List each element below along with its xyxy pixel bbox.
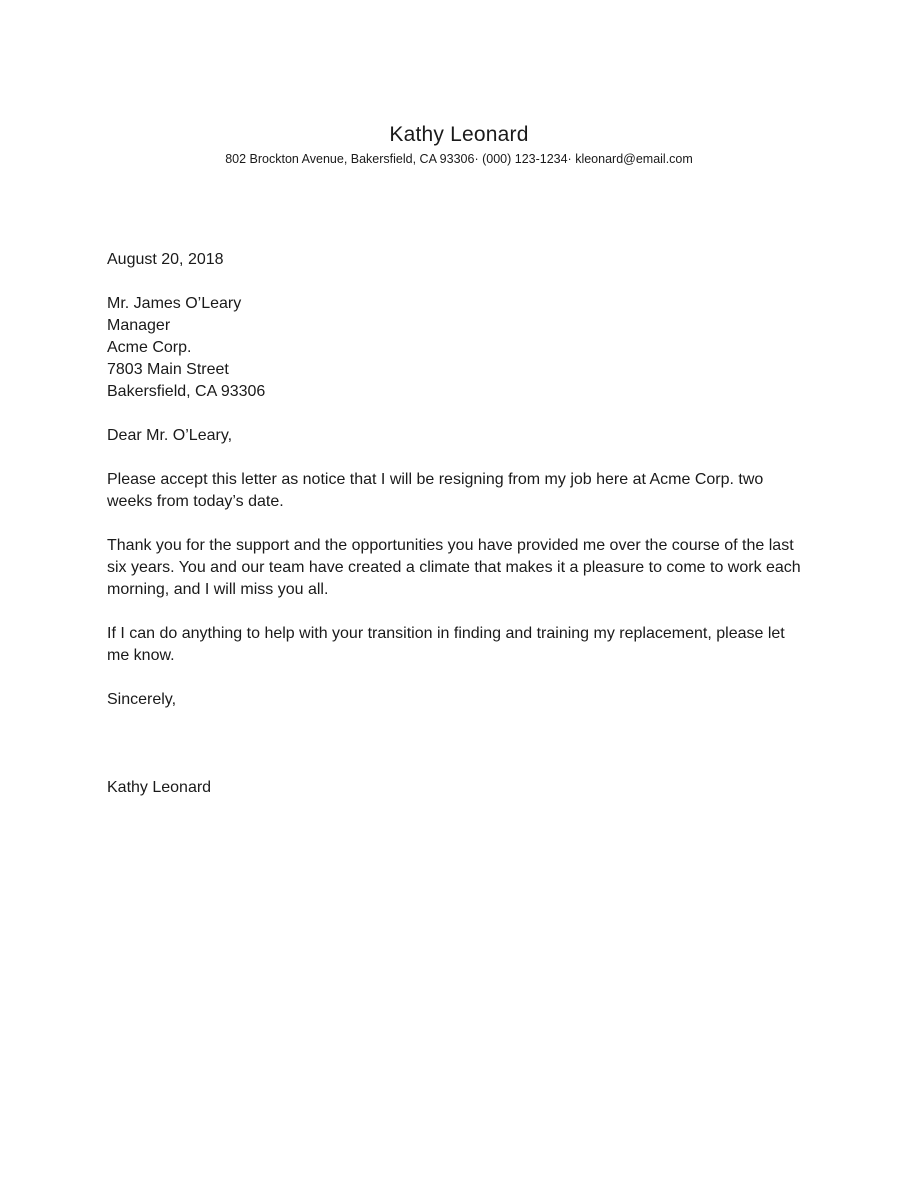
sender-name: Kathy Leonard [389,123,529,146]
closing: Sincerely, [107,691,177,708]
sender-contact-info: 802 Brockton Avenue, Bakersfield, CA 93306· (000) 123-1234· kleonard@email.com [225,152,693,166]
letterhead [0,120,918,168]
salutation: Dear Mr. O’Leary, [107,427,233,444]
recipient-name: Mr. James O’Leary [107,295,242,312]
body-paragraph-2: Thank you for the support and the opportunities you have provided me over the course of the last six years. You and our team have created a climate that makes it a pleasure to come to work each morning, and I will miss you all. [107,537,801,598]
recipient-title: Manager [107,317,171,334]
letter-body [107,249,807,799]
recipient-address [107,293,807,403]
letter-date: August 20, 2018 [107,251,224,268]
signature-name: Kathy Leonard [107,779,212,796]
recipient-city: Bakersfield, CA 93306 [107,383,266,400]
body-paragraph-1: Please accept this letter as notice that I will be resigning from my job here at Acme Corp. two weeks from today’s date. [107,471,764,510]
body-paragraph-3: If I can do anything to help with your transition in finding and training my replacement, please let me know. [107,625,785,664]
recipient-company: Acme Corp. [107,339,192,356]
recipient-street: 7803 Main Street [107,361,229,378]
